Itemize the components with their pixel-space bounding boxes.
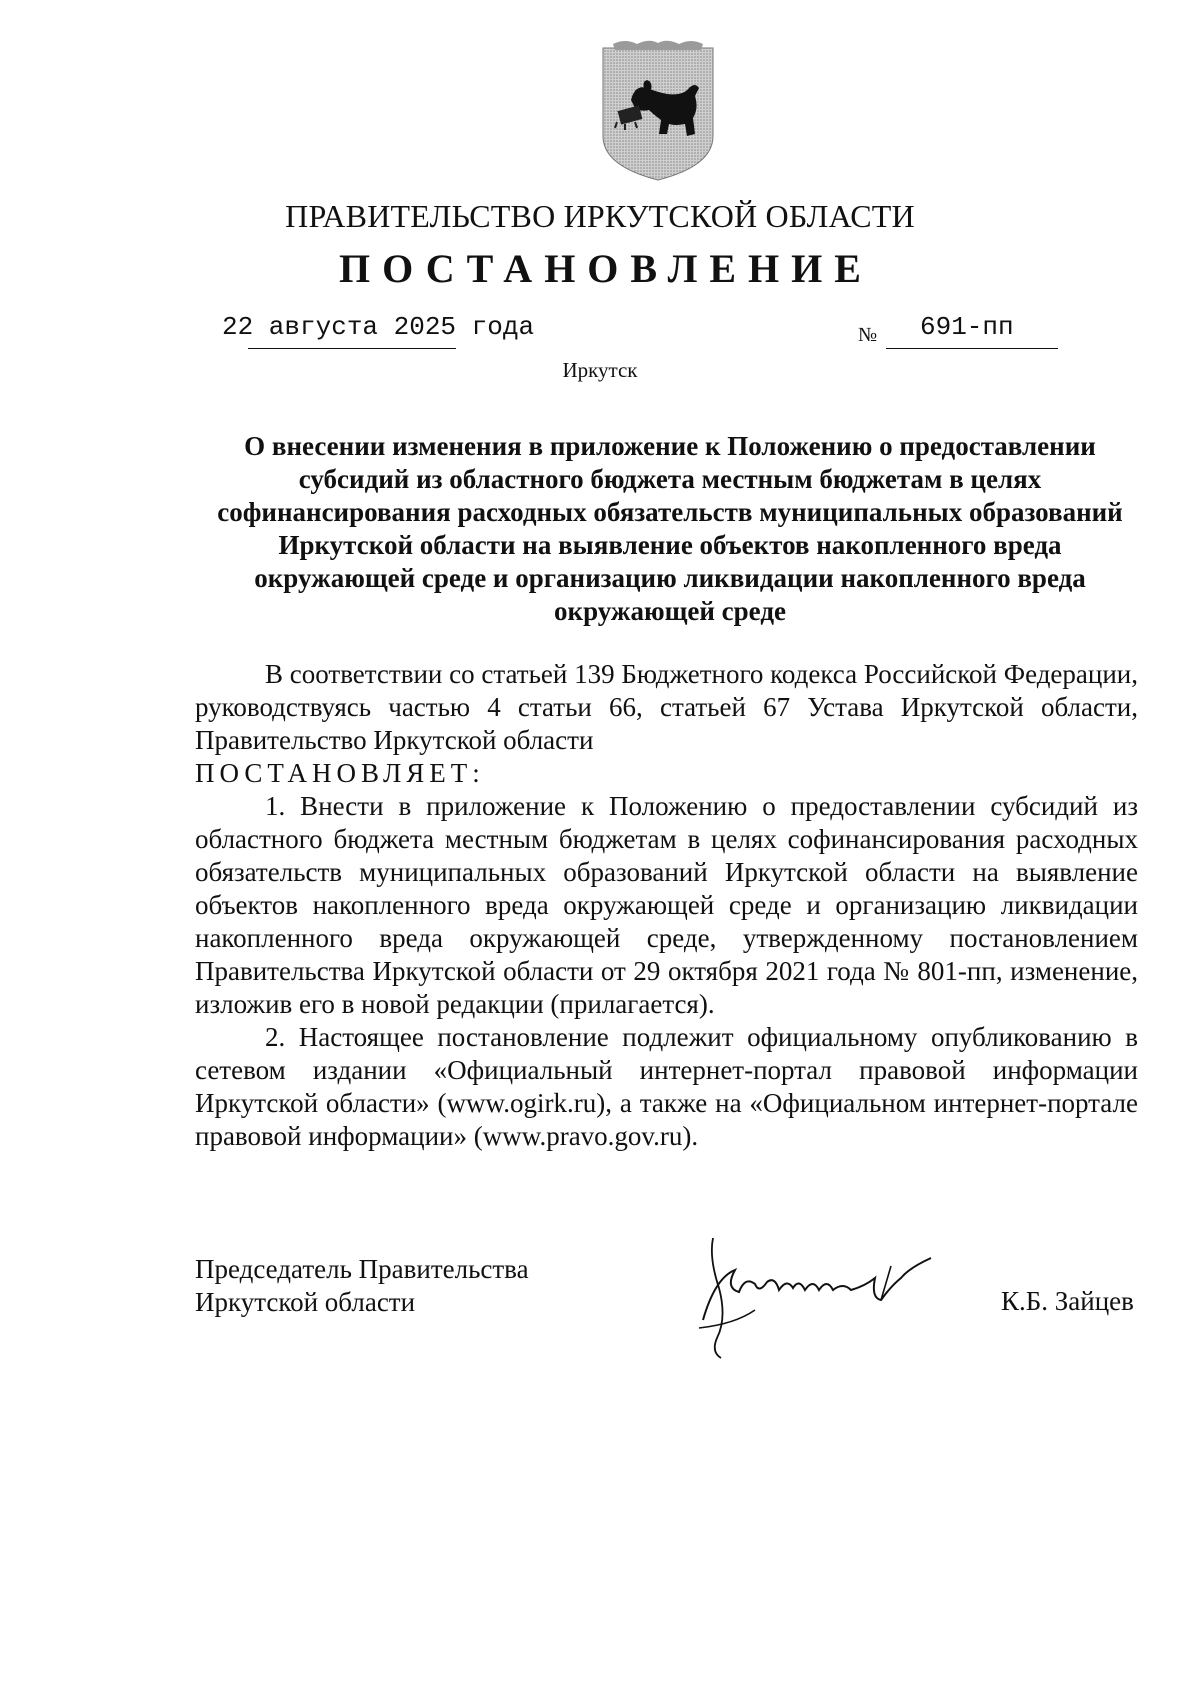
government-name: ПРАВИТЕЛЬСТВО ИРКУТСКОЙ ОБЛАСТИ <box>285 198 915 234</box>
document-title: О внесении изменения в приложение к Положению о предоставлении субсидий из областного бюджета местным бюджетам в целях софинансирования расходных обязательств муниципальных образований Иркутской области на выявление объектов накопленного вреда окружающей среде и организацию ликвидации накопленного вреда окружающей среде <box>217 431 1123 626</box>
signatory-position <box>195 1253 529 1319</box>
document-number: 691-пп <box>920 312 1014 342</box>
item-2-paragraph: 2. Настоящее постановление подлежит официальному опубликованию в сетевом издании «Официальный интернет-портал правовой информации Иркутской области» (www.ogirk.ru), а также на «Официальном интернет-портале правовой информации» (www.pravo.gov.ru). <box>195 1022 1138 1151</box>
city: Иркутск <box>562 358 638 382</box>
date-underline <box>248 348 456 349</box>
position-line-1: Председатель Правительства <box>195 1254 529 1284</box>
resolves-heading: ПОСТАНОВЛЯЕТ: <box>195 758 485 788</box>
signatory-name: К.Б. Зайцев <box>1001 1286 1134 1316</box>
document-body <box>195 658 1138 1153</box>
position-line-2: Иркутской области <box>195 1287 416 1317</box>
number-sign: № <box>858 324 878 346</box>
handwritten-signature <box>695 1228 975 1368</box>
item-1-paragraph: 1. Внести в приложение к Положению о предоставлении субсидий из областного бюджета местным бюджетам в целях софинансирования расходных обязательств муниципальных образований Иркутской области на выявление объектов накопленного вреда окружающей среде и организацию ликвидации накопленного вреда окружающей среде, утвержденному постановлением Правительства Иркутской области от 29 октября 2021 года № 801-пп, изменение, изложив его в новой редакции (прилагается). <box>195 791 1138 1019</box>
document-date: 22 августа 2025 года <box>222 312 535 342</box>
number-underline <box>886 348 1058 349</box>
document-type: ПОСТАНОВЛЕНИЕ <box>339 246 873 291</box>
irkutsk-coat-of-arms-icon <box>595 38 721 182</box>
preamble-paragraph: В соответствии со статьей 139 Бюджетного кодекса Российской Федерации, руководствуясь частью 4 статьи 66, статьей 67 Устава Иркутской области, Правительство Иркутской области <box>195 659 1138 755</box>
